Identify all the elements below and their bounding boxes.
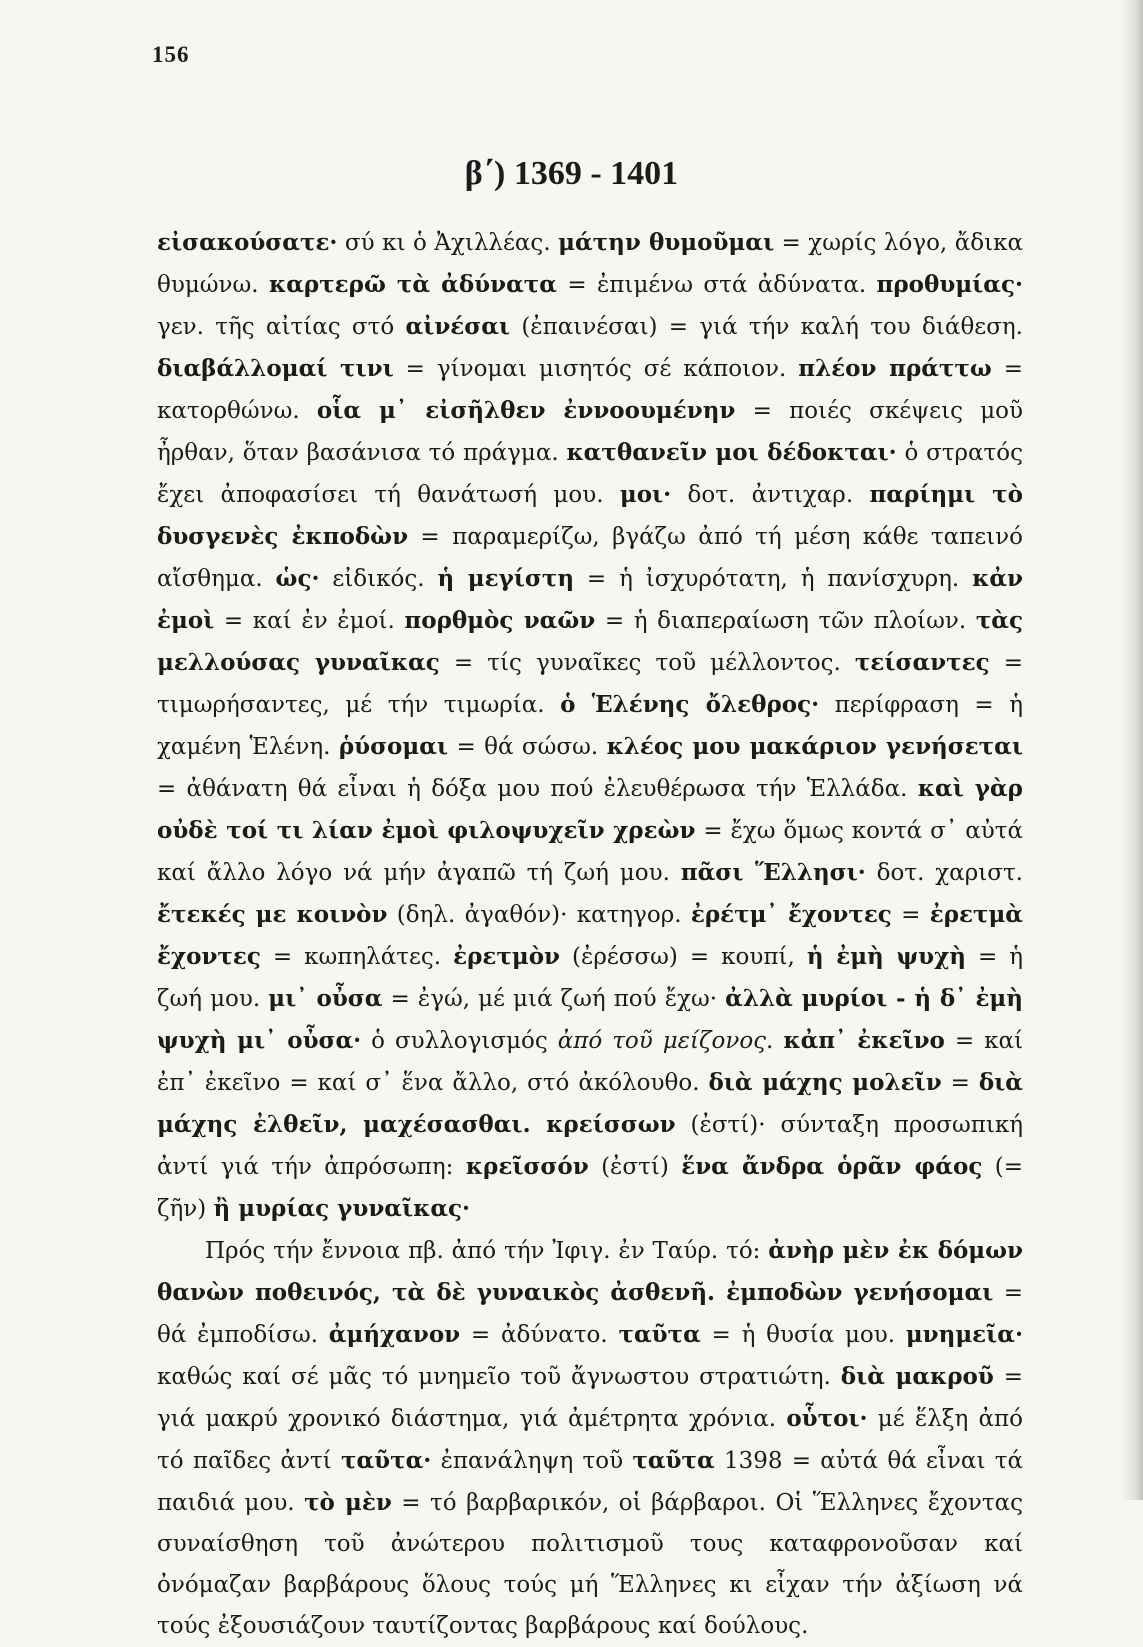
gloss: (= ζῆν) <box>157 1154 1023 1222</box>
gloss: = κωπηλάτες. <box>260 944 454 970</box>
gloss: = ἔχω ὅμως κοντά σ᾿ αὐτά καί ἄλλο λόγο νά μήν ἀγαπῶ τή ζωή μου. <box>157 818 1023 886</box>
gloss: σύ κι ὁ Ἀχιλλέας. <box>337 230 559 256</box>
gloss: = καί ἐν ἐμοί. <box>214 608 405 634</box>
lemma: κρεῖσσόν <box>465 1153 589 1180</box>
gloss: = παραμερίζω, βγάζω ἀπό τή μέση κάθε ταπεινό αἴσθημα. <box>157 524 1023 592</box>
gloss: = γιά μακρύ χρονικό διάστημα, γιά ἀμέτρητα χρόνια. <box>157 1364 1024 1432</box>
gloss: = γίνομαι μισητός σέ κάποιον. <box>393 356 799 382</box>
lemma: οἷα μ᾿ εἰσῆλθεν ἐννοουμένην <box>316 397 736 424</box>
gloss: (ἐπαινέσαι) = γιά τήν καλή του διάθεση. <box>510 314 1023 340</box>
gloss: (ἐστί) <box>588 1154 682 1180</box>
lemma: τὸ μὲν <box>304 1489 392 1516</box>
gloss: = θά σώσω. <box>448 734 607 760</box>
gloss: ὁ στρατός ἔχει ἀποφασίσει τή θανάτωσή μου. <box>157 440 1024 508</box>
lemma: ὁ Ἑλένης ὄλεθρος· <box>560 691 820 718</box>
lemma: ἀνὴρ μὲν ἐκ δόμων θανὼν ποθεινός, τὰ δὲ γυναικὸς ἀσθενῆ. ἐμποδὼν γενήσομαι <box>157 1237 1023 1306</box>
lemma: διὰ μάχης μολεῖν <box>708 1069 942 1096</box>
lemma: ἡ ἐμὴ ψυχὴ <box>806 943 966 970</box>
lemma: πᾶσι Ἕλλησι· <box>680 859 866 886</box>
lemma: πλέον πράττω <box>798 355 992 382</box>
lemma: οὗτοι· <box>786 1405 868 1432</box>
gloss: . <box>766 1028 784 1054</box>
gloss: = ποιές σκέψεις μοῦ ἦρθαν, ὅταν βασάνισα τό πράγμα. <box>157 398 1023 466</box>
lemma: ἐρέτμ᾿ ἔχοντες <box>690 901 892 928</box>
gloss: = ἡ θυσία μου. <box>700 1322 906 1348</box>
gloss: (ἐστί)· σύνταξη προσωπική ἀντί γιά τήν ἀπρόσωπη: <box>157 1112 1023 1180</box>
lemma: ἕνα ἄνδρα ὁρᾶν φάος <box>681 1153 983 1180</box>
lemma: αἰνέσαι <box>405 313 511 340</box>
lemma: μοι· <box>619 481 672 508</box>
lemma: πορθμὸς ναῶν <box>404 607 596 634</box>
lemma: ἢ μυρίας γυναῖκας· <box>213 1195 471 1222</box>
gloss: = τίς γυναῖκες τοῦ μέλλοντος. <box>439 650 855 676</box>
gloss: = <box>941 1070 979 1096</box>
lemma: ἐρετμὰ ἔχοντες <box>157 901 1023 970</box>
lemma: ταῦτα <box>632 1447 715 1474</box>
gloss: = χωρίς λόγο, ἄδικα θυμώνω. <box>157 230 1024 298</box>
gloss: 1398 = αὐτά θά εἶναι τά παιδιά μου. <box>157 1448 1023 1516</box>
lemma: ῥύσομαι <box>338 733 449 760</box>
lemma: κλέος μου μακάριον γενήσεται <box>606 733 1023 760</box>
gloss: ἐπανάληψη τοῦ <box>431 1448 633 1474</box>
section-heading: β΄) 1369 - 1401 <box>464 155 679 192</box>
lemma: ὡς· <box>275 565 320 592</box>
lemma: καρτερῶ τὰ ἀδύνατα <box>268 271 557 298</box>
gloss: = ἐγώ, μέ μιά ζωή πού ἔχω· <box>382 986 726 1012</box>
italic-phrase: ἀπό τοῦ μείζονος <box>557 1028 767 1054</box>
gloss: γεν. τῆς αἰτίας στό <box>157 314 406 340</box>
gloss: = ἡ ἰσχυρότατη, ἡ πανίσχυρη. <box>574 566 973 592</box>
lemma: ἔτεκές με κοινὸν <box>157 901 388 928</box>
page-edge-shadow <box>1121 0 1143 1500</box>
page-number: 156 <box>152 42 190 67</box>
commentary-text <box>157 222 1023 1647</box>
lemma: μάτην θυμοῦμαι <box>558 229 775 256</box>
gloss: = ἀθάνατη θά εἶναι ἡ δόξα μου πού ἐλευθέρωσα τήν Ἑλλάδα. <box>157 776 918 802</box>
gloss: (δηλ. ἀγαθόν)· κατηγορ. <box>387 902 691 928</box>
lemma: καὶ γὰρ οὐδὲ τοί τι λίαν ἐμοὶ φιλοψυχεῖν χρεὼν <box>157 775 1023 844</box>
lemma: μνημεῖα· <box>905 1321 1023 1348</box>
gloss: = τό βαρβαρικόν, οἱ βάρβαροι. Οἱ Ἕλληνες ἔχοντας συναίσθηση τοῦ ἀνώτερου πολιτισμοῦ τους καταφρονοῦσαν καί ὀνόμαζαν βαρβάρους ὅλους τούς μή Ἕλληνες κι εἶχαν τήν ἀξίωση νά τούς ἐξουσιάζουν ταυτίζοντας βαρβάρους καί δούλους. <box>157 1490 1023 1639</box>
lemma: κἀπ᾿ ἐκεῖνο <box>783 1027 945 1054</box>
lemma: προθυμίας· <box>876 271 1023 298</box>
lemma: ταῦτα <box>618 1321 701 1348</box>
gloss: = <box>891 902 930 928</box>
gloss: = ἡ διαπεραίωση τῶν πλοίων. <box>595 608 976 634</box>
lemma: παρίημι τὸ δυσγενὲς ἐκποδὼν <box>157 481 1023 550</box>
lemma: ἐρετμὸν <box>453 943 560 970</box>
gloss: μέ ἕλξη ἀπό τό παῖδες ἀντί <box>157 1406 1023 1474</box>
lemma: κατθανεῖν μοι δέδοκται· <box>566 439 897 466</box>
lemma: διὰ μακροῦ <box>840 1363 994 1390</box>
gloss: = κατορθώνω. <box>157 356 1023 424</box>
lemma: ἡ μεγίστη <box>437 565 575 592</box>
lemma: μι᾿ οὖσα <box>268 985 383 1012</box>
gloss: = τιμωρήσαντες, μέ τήν τιμωρία. <box>157 650 1023 718</box>
gloss: δοτ. χαριστ. <box>865 860 1023 886</box>
gloss: εἰδικός. <box>319 566 438 592</box>
gloss: ὁ συλλογισμός <box>361 1028 558 1054</box>
lemma: ἀμήχανον <box>328 1321 461 1348</box>
gloss: περίφραση = ἡ χαμένη Ἑλένη. <box>157 692 1023 760</box>
lemma: ἀλλὰ μυρίοι - ἡ δ᾿ ἐμὴ ψυχὴ μι᾿ οὖσα· <box>157 985 1023 1054</box>
gloss: = ἐπιμένω στά ἀδύνατα. <box>556 272 877 298</box>
gloss: = ἀδύνατο. <box>460 1322 619 1348</box>
lemma: τὰς μελλούσας γυναῖκας <box>157 607 1023 676</box>
gloss: = θά ἐμποδίσω. <box>157 1280 1023 1348</box>
lemma: διὰ μάχης ἐλθεῖν, μαχέσασθαι. κρείσσων <box>157 1069 1023 1138</box>
lemma: ταῦτα· <box>340 1447 432 1474</box>
commentary-paragraph-2 <box>157 1230 1023 1647</box>
gloss: = καί ἐπ᾿ ἐκεῖνο = καί σ᾿ ἕνα ἄλλο, στό ἀκόλουθο. <box>157 1028 1023 1096</box>
gloss: δοτ. ἀντιχαρ. <box>671 482 870 508</box>
lemma: τείσαντες <box>854 649 990 676</box>
lemma: διαβάλλομαί τινι <box>157 355 394 382</box>
gloss: (ἐρέσσω) = κουπί, <box>560 944 807 970</box>
lemma: κἀν ἐμοὶ <box>157 565 1024 634</box>
gloss: καθώς καί σέ μᾶς τό μνημεῖο τοῦ ἄγνωστου στρατιώτη. <box>157 1364 841 1390</box>
gloss: = ἡ ζωή μου. <box>157 944 1023 1012</box>
commentary-paragraph-1 <box>157 222 1023 1230</box>
gloss: Πρός τήν ἔννοια πβ. ἀπό τήν Ἰφιγ. ἐν Ταύρ. τό: <box>205 1238 769 1264</box>
lemma: εἰσακούσατε· <box>157 229 338 256</box>
